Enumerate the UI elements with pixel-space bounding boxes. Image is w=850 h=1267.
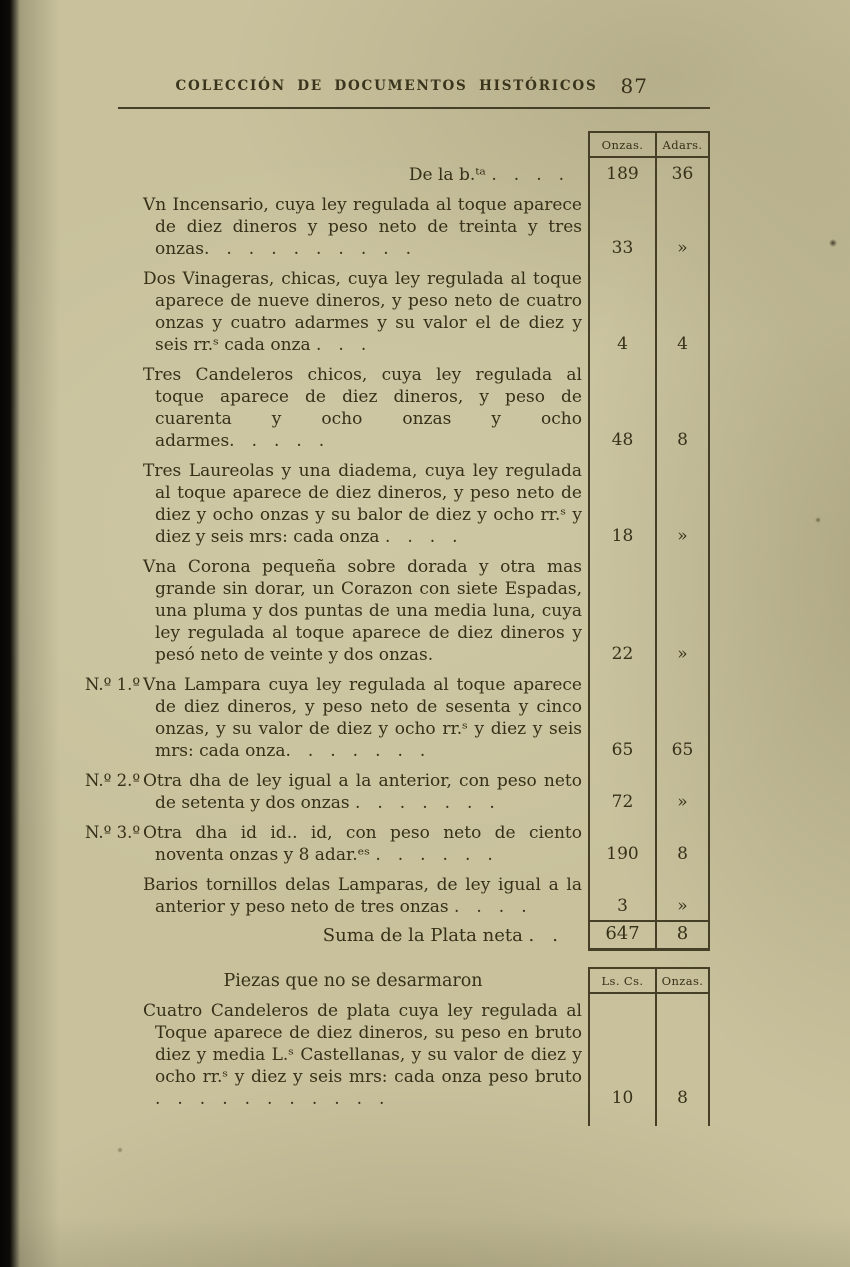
- table-row: [118, 358, 710, 454]
- row-col1-value: 65: [588, 668, 655, 764]
- ext-rule-2: [655, 1112, 710, 1126]
- row-col2-value: 65: [655, 668, 710, 764]
- table-row: [118, 262, 710, 358]
- row-col2-value: »: [655, 868, 710, 920]
- row-col2-value: 36: [655, 158, 710, 188]
- row-col1-value: 10: [588, 994, 655, 1112]
- row-text-cell: [85, 668, 588, 764]
- table-row: [118, 454, 710, 550]
- page-header-title: COLECCIÓN DE DOCUMENTOS HISTÓRICOS: [175, 78, 598, 94]
- row-col2-value: 8: [655, 994, 710, 1112]
- table-row: [118, 994, 710, 1112]
- row-col1-value: 33: [588, 188, 655, 262]
- table-row: [85, 668, 710, 764]
- pieces-table: [118, 967, 710, 1126]
- page-content: [85, 131, 710, 1126]
- row-text: Barios tornillos delas Lamparas, de ley igual a la anterior y peso neto de tres onzas . . . .: [143, 875, 582, 917]
- row-text-cell: [118, 454, 588, 550]
- row-col2-value: 8: [655, 358, 710, 454]
- col-header-adars: Adars.: [655, 131, 710, 158]
- table-row: [85, 764, 710, 816]
- row-text: Dos Vinageras, chicas, cuya ley regulada al toque aparece de nueve dineros, y peso neto de cuatro onzas y cuatro adarmes y su valor el de diez y seis rr.ˢ cada onza . . .: [143, 269, 582, 355]
- row-col1-value: 3: [588, 868, 655, 920]
- main-table: [85, 131, 710, 951]
- row-text-cell: [85, 764, 588, 816]
- row-text: Vna Corona pequeña sobre dorada y otra mas grande sin dorar, un Corazon con siete Espadas, una pluma y dos puntas de una media luna, cuya ley regulada al toque aparece de diez dineros y pesó neto de veinte y dos onzas.: [143, 557, 582, 665]
- pieces-section-title: Piezas que no se desarmaron: [223, 970, 483, 991]
- row-text-cell: [118, 358, 588, 454]
- row-col1-value: 48: [588, 358, 655, 454]
- row-col1-value: 189: [588, 158, 655, 188]
- header-spacer: [118, 131, 588, 158]
- col-header-ls-cs: Ls. Cs.: [588, 967, 655, 994]
- row-col2-value: »: [655, 764, 710, 816]
- pieces-table-body: [118, 994, 710, 1112]
- row-col2-value: 4: [655, 262, 710, 358]
- row-text-cell: [118, 262, 588, 358]
- row-text: De la b.ᵗᵃ . . . .: [408, 165, 564, 185]
- row-col1-value: 4: [588, 262, 655, 358]
- row-number-label: N.º 2.º: [85, 771, 141, 790]
- row-col1-value: 72: [588, 764, 655, 816]
- col-header-onzas: Onzas.: [588, 131, 655, 158]
- row-col2-value: »: [655, 454, 710, 550]
- sum-row-label: Suma de la Plata neta . .: [322, 925, 558, 946]
- row-number-label: N.º 3.º: [85, 823, 141, 842]
- row-col1-value: 18: [588, 454, 655, 550]
- page-number: 87: [620, 74, 648, 98]
- sum-row: [118, 920, 710, 951]
- row-text-cell: [118, 868, 588, 920]
- row-text: Vna Lampara cuya ley regulada al toque aparece de diez dineros, y peso neto de sesenta y cinco onzas, y su valor de diez y ocho rr.ˢ y diez y seis mrs: cada onza. . . . . . .: [143, 675, 582, 761]
- table-row: [85, 816, 710, 868]
- table-row: [118, 550, 710, 668]
- main-table-header: [118, 131, 710, 158]
- table-row: [118, 158, 710, 188]
- row-col2-value: 8: [655, 816, 710, 868]
- row-col1-value: 22: [588, 550, 655, 668]
- ext-rule-1: [588, 1112, 655, 1126]
- column-rules-extension: [118, 1112, 710, 1126]
- main-table-body: [85, 158, 710, 920]
- row-text: Cuatro Candeleros de plata cuya ley regulada al Toque aparece de diez dineros, su peso en bruto diez y media L.ˢ Castellanas, y su valor de diez y ocho rr.ˢ y diez y seis mrs: cada onza peso bruto . . . . . . . . . . .: [143, 1001, 582, 1109]
- row-text: Tres Candeleros chicos, cuya ley regulada al toque aparece de diez dineros, y peso de cuarenta y ocho onzas y ocho adarmes. . . . .: [143, 365, 582, 451]
- row-text: Tres Laureolas y una diadema, cuya ley regulada al toque aparece de diez dineros, y peso neto de diez y ocho onzas y su balor de diez y ocho rr.ˢ y diez y seis mrs: cada onza . . . .: [143, 461, 582, 547]
- sum-onzas-value: 647: [588, 920, 655, 951]
- row-text-cell: [118, 550, 588, 668]
- row-text: Otra dha de ley igual a la anterior, con peso neto de setenta y dos onzas . . . . . . .: [143, 771, 582, 813]
- row-text-cell: [118, 994, 588, 1112]
- row-text: Vn Incensario, cuya ley regulada al toque aparece de diez dineros y peso neto de treinta y tres onzas. . . . . . . . . .: [143, 195, 582, 259]
- table-row: [118, 188, 710, 262]
- row-text-cell: [118, 158, 588, 188]
- row-col2-value: »: [655, 188, 710, 262]
- row-text: Otra dha id id.. id, con peso neto de ciento noventa onzas y 8 adar.ᵉˢ . . . . . .: [143, 823, 582, 865]
- row-text-cell: [85, 816, 588, 868]
- book-binding-edge: [0, 0, 20, 1267]
- row-number-label: N.º 1.º: [85, 675, 141, 694]
- row-text-cell: [118, 188, 588, 262]
- ext-spacer: [118, 1112, 588, 1126]
- row-col2-value: »: [655, 550, 710, 668]
- sum-adars-value: 8: [655, 920, 710, 951]
- col-header-onzas-2: Onzas.: [655, 967, 710, 994]
- table-row: [118, 868, 710, 920]
- page-header: [118, 74, 710, 109]
- pieces-table-header: [118, 967, 710, 994]
- row-col1-value: 190: [588, 816, 655, 868]
